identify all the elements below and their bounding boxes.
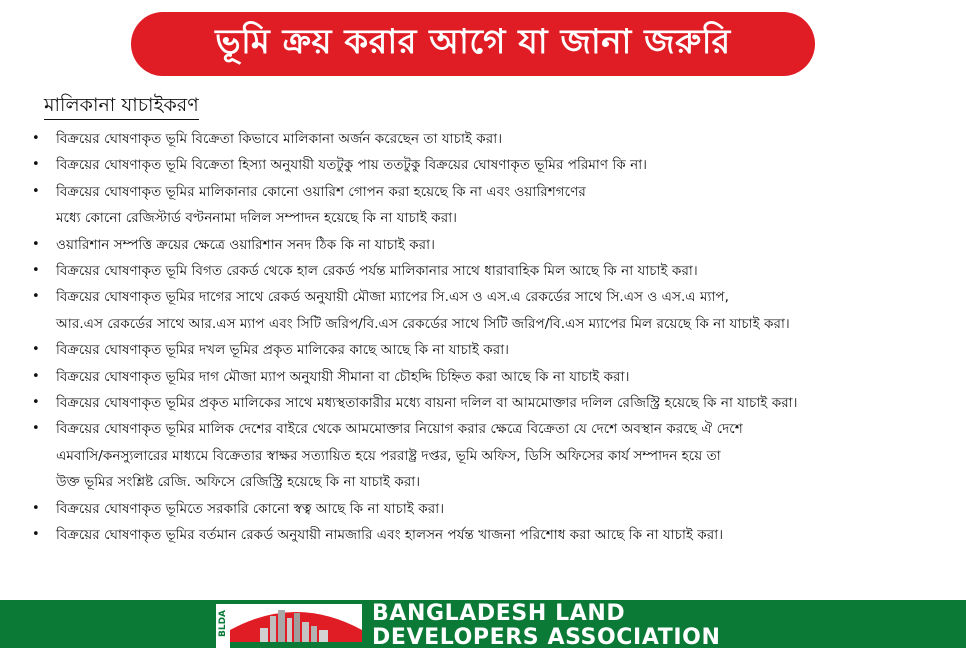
bullet-icon: • (32, 157, 40, 173)
list-item (30, 284, 960, 337)
bullet-icon: • (32, 236, 40, 252)
list-item-text: এমবাসি/কনস্যুলারের মাধ্যমে বিক্রেতার স্বাক্ষর সত্যায়িত হয়ে পররাষ্ট্র দপ্তর, ভূমি অফিস, ডিসি অফিসের কার্য সম্পাদন হয়ে তা (56, 447, 721, 464)
list-item-text: বিক্রয়ের ঘোষণাকৃত ভূমি বিক্রেতা কিভাবে মালিকানা অর্জন করেছেন তা যাচাই করা। (56, 131, 503, 147)
list-item-text: আর.এস রেকর্ডের সাথে আর.এস ম্যাপ এবং সিটি জরিপ/বি.এস রেকর্ডের সাথে সিটি জরিপ/বি.এস ম্যাপের মিল রয়েছে কি না যাচাই করা। (56, 315, 790, 332)
bullet-icon: • (32, 131, 40, 146)
bullet-icon: • (32, 500, 40, 516)
association-line-1: BANGLADESH LAND (372, 601, 626, 626)
list-item (30, 364, 960, 390)
list-item-text: বিক্রয়ের ঘোষণাকৃত ভূমিতে সরকারি কোনো স্বত্ব আছে কি না যাচাই করা। (56, 500, 445, 517)
list-item-text: বিক্রয়ের ঘোষণাকৃত ভূমির বর্তমান রেকর্ড অনুযায়ী নামজারি এবং হালসন পর্যন্ত খাজনা পরিশোধ করা আছে কি না যাচাই করা। (56, 527, 724, 544)
association-name (372, 602, 720, 648)
city-skyline-icon (230, 604, 362, 648)
list-item-text: বিক্রয়ের ঘোষণাকৃত ভূমির মালিক দেশের বাইরে থেকে আমমোক্তার নিয়োগ করার ক্ষেত্রে বিক্রেতা যে দেশে অবস্থান করছে ঐ দেশে (56, 421, 743, 438)
section-heading: মালিকানা যাচাইকরণ (44, 92, 199, 120)
list-item (30, 416, 960, 495)
bullet-icon: • (32, 183, 40, 199)
bullet-icon: • (32, 368, 40, 384)
logo-text: BLDA (218, 610, 228, 638)
list-item-text: বিক্রয়ের ঘোষণাকৃত ভূমি বিগত রেকর্ড থেকে হাল রেকর্ড পর্যন্ত মালিকানার সাথে ধারাবাহিক মিল আছে কি না যাচাই করা। (56, 263, 698, 280)
list-item-text: বিক্রয়ের ঘোষণাকৃত ভূমির দাগের সাথে রেকর্ড অনুযায়ী মৌজা ম্যাপের সি.এস ও এস.এ রেকর্ডের সাথে সি.এস ও এস.এ ম্যাপ, (56, 289, 729, 306)
list-item (30, 390, 960, 416)
list-item-text: বিক্রয়ের ঘোষণাকৃত ভূমি বিক্রেতা হিস্যা অনুযায়ী যতটুকু পায় ততটুকু বিক্রয়ের ঘোষণাকৃত ভূমির পরিমাণ কি না। (56, 157, 648, 174)
list-item (30, 522, 960, 548)
list-item (30, 337, 960, 363)
bullet-icon: • (32, 527, 40, 543)
blda-logo (216, 604, 362, 648)
list-item-text: বিক্রয়ের ঘোষণাকৃত ভূমির দাগ মৌজা ম্যাপ অনুযায়ী সীমানা বা চৌহদ্দি চিহ্নিত করা আছে কি না যাচাই করা। (56, 368, 630, 385)
association-line-2: DEVELOPERS ASSOCIATION (372, 625, 721, 648)
list-item-text: বিক্রয়ের ঘোষণাকৃত ভূমির প্রকৃত মালিকের সাথে মধ্যস্থতাকারীর মধ্যে বায়না দলিল বা আমমোক্তার দলিল রেজিস্ট্রি হয়েছে কি না যাচাই করা। (56, 395, 798, 412)
list-item-text: বিক্রয়ের ঘোষণাকৃত ভূমির মালিকানার কোনো ওয়ারিশ গোপন করা হয়েছে কি না এবং ওয়ারিশগণের (56, 183, 586, 200)
list-item (30, 152, 960, 178)
bullet-icon: • (32, 342, 40, 358)
bullet-icon: • (32, 289, 40, 305)
footer-bar (0, 600, 966, 648)
title-banner (131, 12, 815, 76)
list-item (30, 232, 960, 258)
bullet-icon: • (32, 421, 40, 437)
list-item (30, 496, 960, 522)
bullet-icon: • (32, 395, 40, 411)
list-item (30, 179, 960, 232)
bullet-icon: • (32, 263, 40, 279)
page-title: ভূমি ক্রয় করার আগে যা জানা জরুরি (215, 21, 731, 62)
list-item-text: উক্ত ভূমির সংশ্লিষ্ট রেজি. অফিসে রেজিস্ট্রি হয়েছে কি না যাচাই করা। (56, 474, 421, 491)
list-item-text: মধ্যে কোনো রেজিস্টার্ড বণ্টননামা দলিল সম্পাদন হয়েছে কি না যাচাই করা। (56, 210, 457, 227)
list-item (30, 126, 960, 152)
list-item-text: বিক্রয়ের ঘোষণাকৃত ভূমির দখল ভূমির প্রকৃত মালিকের কাছে আছে কি না যাচাই করা। (56, 342, 510, 359)
list-item (30, 258, 960, 284)
requirements-list (30, 126, 960, 549)
list-item-text: ওয়ারিশান সম্পত্তি ক্রয়ের ক্ষেত্রে ওয়ারিশান সনদ ঠিক কি না যাচাই করা। (56, 236, 435, 253)
